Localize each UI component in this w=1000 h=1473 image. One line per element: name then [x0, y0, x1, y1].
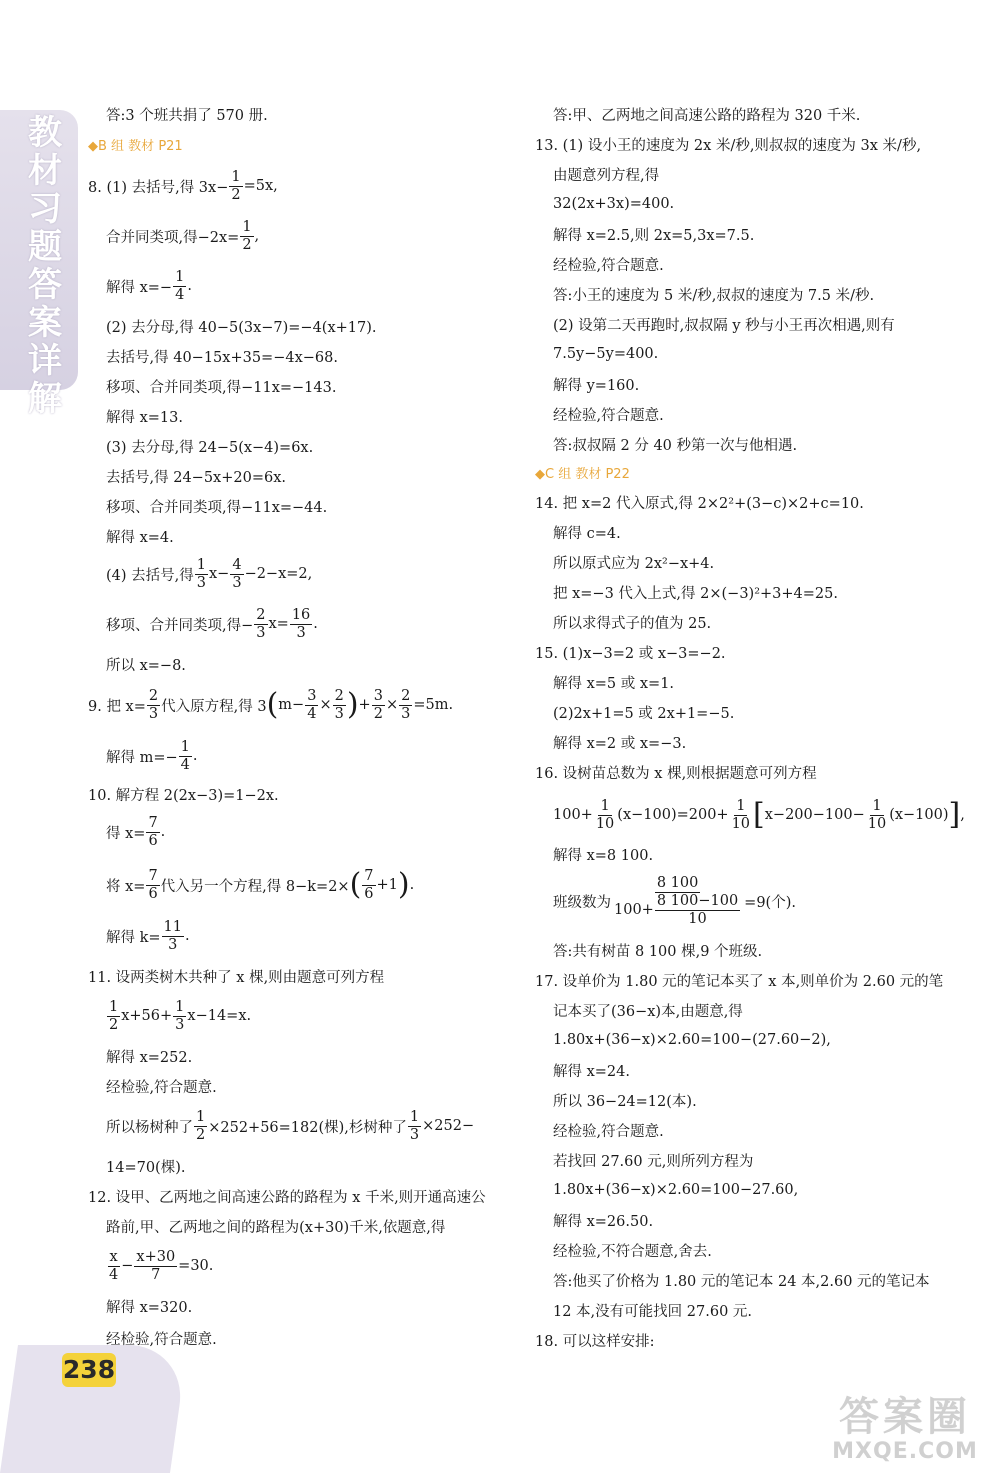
denominator: 4 — [109, 1266, 119, 1283]
text-row — [535, 1026, 831, 1054]
text-segment: 将 x= — [106, 878, 146, 895]
denominator: 4 — [307, 705, 317, 722]
text-row — [535, 840, 653, 868]
text-row — [535, 220, 754, 248]
text-segment: 所以杨树种了 — [106, 1119, 193, 1136]
text-row — [88, 1152, 185, 1180]
text-row — [88, 1324, 217, 1352]
numerator: 1 — [736, 797, 746, 814]
text-row — [535, 280, 874, 308]
text-row — [88, 650, 186, 678]
text-line: 答:甲、乙两地之间高速公路的路程为 320 千米. — [553, 107, 861, 124]
equation-line — [88, 734, 198, 778]
fraction — [194, 1109, 207, 1144]
text-line: 答:小王的速度为 5 米/秒,叔叔的速度为 7.5 米/秒. — [553, 287, 875, 304]
text-segment: , — [254, 228, 260, 244]
text-row — [535, 1176, 798, 1204]
numerator: 8 100−100 — [656, 892, 739, 909]
equation-line — [88, 914, 190, 958]
text-line: 解得 x=13. — [106, 409, 183, 426]
fraction — [305, 688, 318, 723]
text-line: 1.80x+(36−x)×2.60=100−(27.60−2), — [553, 1032, 831, 1048]
fraction — [730, 798, 752, 833]
text-segment: . — [160, 824, 166, 840]
text-line: 12. 设甲、乙两地之间高速公路的路程为 x 千米,则开通高速公 — [88, 1189, 486, 1206]
equation-line — [88, 810, 165, 854]
text-row — [535, 1116, 664, 1144]
text-segment: . — [313, 616, 318, 632]
text-row — [535, 130, 921, 158]
equation-line — [88, 214, 259, 258]
denominator: 10 — [867, 815, 887, 832]
denominator: 2 — [196, 1126, 206, 1143]
equation-line — [88, 552, 312, 596]
text-line: 1.80x+(36−x)×2.60=100−27.60, — [553, 1182, 799, 1198]
text-segment: . — [187, 278, 192, 294]
watermark — [820, 1395, 990, 1465]
text-line: 所以 36−24=12(本). — [553, 1093, 697, 1110]
text-line: 经检验,符合题意. — [553, 1123, 664, 1140]
text-line: 去括号,得 40−15x+35=−4x−68. — [106, 349, 338, 366]
text-row — [535, 370, 639, 398]
fraction — [362, 868, 375, 903]
text-segment: × — [385, 697, 399, 713]
equation-line — [88, 994, 251, 1038]
numerator: 1 — [175, 268, 185, 285]
text-segment: × — [319, 697, 332, 713]
numerator: 7 — [364, 867, 374, 884]
paren-close: ) — [346, 687, 359, 722]
denominator: 10 — [731, 815, 751, 832]
text-segment: =5x, — [243, 178, 278, 194]
text-line: (2) 去分母,得 40−5(3x−7)=−4(x+17). — [106, 319, 377, 336]
section-heading-b — [88, 132, 183, 156]
text-row — [88, 1042, 192, 1070]
text-line: 17. 设单价为 1.80 元的笔记本买了 x 本,则单价为 2.60 元的笔 — [535, 973, 944, 990]
text-line: 经检验,符合题意. — [553, 407, 664, 424]
text-line: 解得 x=5 或 x=1. — [553, 675, 675, 692]
text-segment: (4) 去括号,得 — [106, 567, 194, 584]
text-segment: x= — [268, 616, 289, 632]
text-line: 经检验,符合题意. — [106, 1079, 217, 1096]
text-segment: 移项、合并同类项,得− — [106, 617, 254, 634]
text-segment: 代入另一个方程,得 8−k=2× — [160, 878, 350, 895]
fraction — [173, 269, 186, 304]
text-row — [535, 160, 659, 188]
text-row — [535, 966, 943, 994]
text-segment: 解得 k= — [106, 929, 161, 946]
text-line: 答:3 个班共捐了 570 册. — [106, 107, 268, 124]
text-segment: 8. (1) 去括号,得 3x− — [88, 179, 229, 196]
numerator: 4 — [232, 556, 242, 573]
numerator: 3 — [373, 687, 383, 704]
text-line: 所以求得式子的值为 25. — [553, 615, 712, 632]
fraction — [179, 739, 192, 774]
text-segment: , — [960, 807, 965, 823]
fraction — [254, 607, 267, 642]
numerator: 8 100 — [656, 874, 699, 891]
text-line: 14. 把 x=2 代入原式,得 2×2²+(3−c)×2+c=10. — [535, 495, 864, 512]
text-line: 答:他买了价格为 1.80 元的笔记本 24 本,2.60 元的笔记本 — [553, 1273, 930, 1290]
text-row — [535, 548, 714, 576]
text-row — [88, 1212, 445, 1240]
text-line: 14=70(棵). — [106, 1159, 186, 1176]
denominator: 3 — [256, 624, 266, 641]
text-line: 移项、合并同类项,得−11x=−44. — [106, 499, 328, 516]
denominator: 3 — [196, 574, 206, 591]
fraction — [162, 919, 184, 954]
watermark-en: MXQE.COM — [832, 1439, 978, 1464]
fraction — [229, 169, 242, 204]
text-line: 11. 设两类树木共种了 x 棵,则由题意可列方程 — [88, 969, 385, 986]
text-line: 经检验,不符合题意,舍去. — [553, 1243, 712, 1260]
text-line: 记本买了(36−x)本,由题意,得 — [553, 1003, 743, 1020]
text-segment: ×252+56=182(棵),杉树种了 — [208, 1119, 407, 1136]
text-segment: . — [192, 748, 198, 764]
denominator: 2 — [373, 705, 383, 722]
text-line: 解得 x=26.50. — [553, 1213, 654, 1230]
text-row — [535, 668, 674, 696]
text-segment: (x−100) — [889, 807, 949, 823]
denominator: 3 — [296, 624, 306, 641]
denominator: 3 — [409, 1126, 420, 1143]
text-segment: m− — [278, 697, 305, 713]
text-segment: 班级数为 — [553, 894, 611, 911]
text-segment: =30. — [178, 1258, 214, 1274]
denominator: 10 — [595, 815, 615, 832]
text-line: 解得 x=320. — [106, 1299, 193, 1316]
text-row — [535, 1146, 753, 1174]
text-segment: =5m. — [413, 697, 454, 713]
text-row — [88, 1072, 217, 1100]
fraction — [146, 868, 159, 903]
denominator: 6 — [364, 885, 374, 902]
text-line: 解得 x=252. — [106, 1049, 193, 1066]
text-line: 答:叔叔隔 2 分 40 秒第一次与他相遇. — [553, 437, 798, 454]
watermark-cn: 答案圈 — [839, 1394, 971, 1440]
text-row — [88, 962, 384, 990]
text-row — [535, 310, 895, 338]
text-line: 12 本,没有可能找回 27.60 元. — [553, 1303, 753, 1320]
text-line: 若找回 27.60 元,则所列方程为 — [553, 1153, 754, 1170]
text-row — [535, 1266, 930, 1294]
denominator: 3 — [148, 705, 159, 722]
numerator: 1 — [872, 797, 882, 814]
text-segment: =9(个). — [744, 894, 796, 911]
denominator: 4 — [175, 286, 185, 303]
text-line: 把 x=−3 代入上式,得 2×(−3)²+3+4=25. — [553, 585, 838, 602]
numerator: 2 — [148, 687, 159, 704]
text-row — [535, 638, 726, 666]
paren-close: ) — [397, 867, 410, 902]
text-row — [535, 518, 621, 546]
bracket-open: [ — [753, 797, 765, 832]
text-segment: (x−100)=200+ — [617, 807, 729, 823]
text-row — [88, 1292, 192, 1320]
text-segment: 得 x= — [106, 825, 146, 842]
text-line: 去括号,得 24−5x+20=6x. — [106, 469, 286, 486]
text-line: (2) 设第二天再跑时,叔叔隔 y 秒与小王再次相遇,则有 — [553, 317, 895, 334]
text-row — [535, 250, 664, 278]
text-line: 10. 解方程 2(2x−3)=1−2x. — [88, 787, 279, 804]
text-row — [535, 430, 797, 458]
equation-line — [88, 682, 453, 728]
text-row — [535, 728, 686, 756]
paren-open: ( — [349, 867, 362, 902]
denominator: 10 — [688, 910, 707, 927]
paren-open: ( — [266, 687, 279, 722]
text-row — [535, 1056, 630, 1084]
fraction — [333, 688, 346, 723]
text-row — [88, 780, 279, 808]
denominator: 2 — [109, 1016, 119, 1033]
fraction — [866, 798, 888, 833]
text-line: 经检验,符合题意. — [553, 257, 664, 274]
numerator: 1 — [409, 1108, 420, 1125]
fraction — [195, 557, 208, 592]
text-row — [535, 400, 664, 428]
text-line: 15. (1)x−3=2 或 x−3=−2. — [535, 645, 726, 662]
fraction — [290, 607, 312, 642]
text-segment: x− — [209, 566, 230, 582]
text-row — [88, 1182, 486, 1210]
text-row — [88, 342, 338, 370]
denominator: 2 — [231, 186, 241, 203]
denominator: 6 — [148, 832, 158, 849]
denominator: 3 — [334, 705, 344, 722]
numerator: x+30 — [136, 1248, 176, 1265]
equation-line — [535, 870, 796, 932]
text-segment: x−14=x. — [187, 1008, 252, 1024]
text-row — [88, 522, 174, 550]
equation-line — [88, 602, 318, 646]
text-segment: 9. 把 x= — [88, 698, 146, 715]
fraction — [107, 999, 120, 1034]
fraction — [107, 1249, 120, 1284]
text-row — [535, 340, 658, 368]
numerator: 1 — [242, 218, 252, 235]
numerator: 3 — [307, 687, 317, 704]
text-line: 经检验,符合题意. — [106, 1331, 217, 1348]
text-row — [535, 1236, 712, 1264]
text-segment: 代入原方程,得 3 — [161, 698, 267, 715]
equation-line — [535, 790, 965, 840]
fraction — [408, 1109, 421, 1144]
text-row — [535, 936, 762, 964]
text-segment: . — [185, 928, 190, 944]
fraction — [399, 688, 412, 723]
text-line: 解得 x=4. — [106, 529, 174, 546]
numerator: 1 — [231, 168, 241, 185]
numerator: 16 — [291, 606, 311, 623]
text-segment: − — [121, 1258, 134, 1274]
sidebar-title: 教材习题答案详解 — [28, 113, 62, 419]
numerator: 11 — [163, 918, 182, 935]
denominator: 3 — [401, 705, 411, 722]
text-line: (3) 去分母,得 24−5(x−4)=6x. — [106, 439, 314, 456]
numerator: x — [109, 1248, 118, 1265]
text-line: 移项、合并同类项,得−11x=−143. — [106, 379, 337, 396]
denominator: 3 — [175, 1016, 185, 1033]
numerator: 1 — [180, 738, 190, 755]
text-row — [88, 402, 183, 430]
text-row — [88, 492, 327, 520]
text-segment: 100+ — [553, 807, 593, 823]
fraction — [134, 1249, 177, 1284]
text-segment: ×252− — [422, 1118, 475, 1134]
text-line: 解得 c=4. — [553, 525, 621, 542]
text-segment: + — [358, 697, 371, 713]
denominator: 3 — [232, 574, 242, 591]
sidebar-tab — [0, 110, 78, 419]
text-line: 路前,甲、乙两地之间的路程为(x+30)千米,依题意,得 — [106, 1219, 446, 1236]
section-heading-text: ◆C 组 教材 P22 — [535, 466, 630, 482]
denominator: 4 — [180, 756, 190, 773]
text-segment: 合并同类项,得−2x= — [106, 229, 240, 246]
fraction — [146, 815, 159, 850]
text-segment: x−200−100− — [764, 807, 865, 823]
text-segment: 解得 x=− — [106, 279, 173, 296]
text-line: 所以原式应为 2x²−x+4. — [553, 555, 715, 572]
text-row — [535, 1086, 697, 1114]
text-row — [88, 312, 377, 340]
text-segment: 100+ — [614, 901, 654, 918]
equation-line — [88, 164, 278, 208]
section-heading-c — [535, 460, 630, 484]
text-row — [535, 1326, 655, 1354]
text-row — [535, 1296, 752, 1324]
fraction — [240, 219, 253, 254]
bracket-close: ] — [948, 797, 961, 832]
denominator: 3 — [168, 936, 178, 953]
numerator: 1 — [109, 998, 119, 1015]
page-number: 238 — [62, 1353, 116, 1387]
section-heading-text: ◆B 组 教材 P21 — [88, 138, 183, 154]
numerator: 1 — [196, 556, 206, 573]
text-line: 由题意列方程,得 — [553, 167, 660, 184]
numerator: 1 — [196, 1108, 206, 1125]
text-segment: . — [409, 877, 415, 893]
text-row — [535, 608, 711, 636]
text-line: 解得 x=2 或 x=−3. — [553, 735, 687, 752]
text-row — [535, 488, 864, 516]
denominator — [612, 893, 743, 928]
fraction — [594, 798, 616, 833]
fraction — [173, 999, 186, 1034]
text-line: (2)2x+1=5 或 2x+1=−5. — [553, 705, 735, 722]
text-line: 7.5y−5y=400. — [553, 346, 659, 362]
numerator: 2 — [401, 687, 411, 704]
numerator: 2 — [334, 687, 344, 704]
text-line: 32(2x+3x)=400. — [553, 196, 675, 212]
text-row — [88, 432, 313, 460]
text-line: 16. 设树苗总数为 x 棵,则根据题意可列方程 — [535, 765, 817, 782]
numerator: 1 — [600, 797, 610, 814]
text-row — [535, 190, 674, 218]
text-row — [88, 372, 336, 400]
text-line: 所以 x=−8. — [106, 657, 186, 674]
numerator: 1 — [175, 998, 185, 1015]
text-row — [535, 758, 817, 786]
text-segment: +1 — [376, 877, 398, 893]
text-line: 答:共有树苗 8 100 棵,9 个班级. — [553, 943, 763, 960]
compound-fraction — [612, 875, 743, 928]
text-segment: 解得 m=− — [106, 749, 178, 766]
denominator: 2 — [242, 236, 252, 253]
text-row — [535, 578, 838, 606]
numerator: 7 — [148, 814, 158, 831]
text-line: 解得 y=160. — [553, 377, 640, 394]
text-line: 13. (1) 设小王的速度为 2x 米/秒,则叔叔的速度为 3x 米/秒, — [535, 137, 922, 154]
numerator: 7 — [148, 867, 158, 884]
text-line: 解得 x=2.5,则 2x=5,3x=7.5. — [553, 227, 755, 244]
text-segment: x+56+ — [121, 1008, 173, 1024]
text-row — [535, 698, 734, 726]
fraction — [655, 893, 740, 928]
text-row — [88, 462, 286, 490]
fraction — [372, 688, 385, 723]
fraction — [230, 557, 243, 592]
numerator: 2 — [256, 606, 266, 623]
text-line: 解得 x=24. — [553, 1063, 630, 1080]
text-line: 18. 可以这样安排: — [535, 1333, 655, 1350]
equation-line — [88, 1104, 474, 1148]
equation-line — [88, 264, 192, 308]
answer-line — [88, 100, 268, 128]
fraction — [147, 688, 160, 723]
text-row — [535, 1206, 653, 1234]
text-segment: −2−x=2, — [244, 566, 313, 582]
equation-line — [88, 862, 414, 908]
denominator: 7 — [151, 1266, 161, 1283]
text-row — [535, 100, 860, 128]
text-row — [535, 996, 743, 1024]
equation-line — [88, 1244, 213, 1288]
text-line: 解得 x=8 100. — [553, 847, 654, 864]
denominator: 6 — [148, 885, 158, 902]
